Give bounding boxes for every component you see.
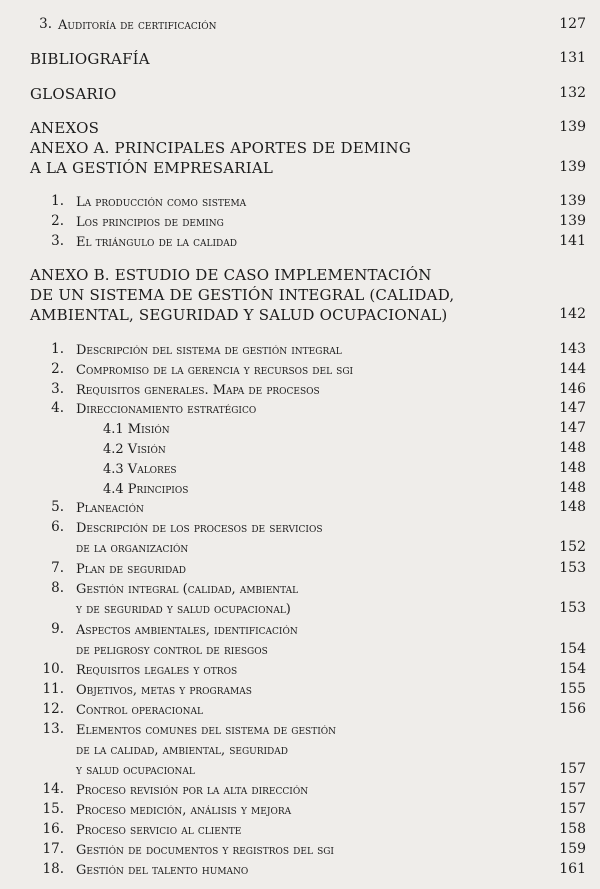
toc-entry-label: Objetivos, metas y programas [76,683,252,698]
toc-num: 3. [51,381,64,397]
toc-num: 13. [42,721,64,737]
toc-entry-label: Descripción del sistema de gestión integral [76,343,342,358]
toc-page-number: 148 [559,460,586,476]
toc-num: 3. [39,16,52,32]
toc-page-number: 127 [559,16,586,32]
toc-entry-label: Aspectos ambientales, identificación [76,623,298,638]
toc-entry-label: Los principios de deming [76,215,224,230]
toc-page-number: 131 [559,50,586,66]
toc-num: 4. [51,400,64,416]
toc-num: 7. [51,560,64,576]
toc-entry-label: Control operacional [76,703,203,718]
toc-num: 9. [51,621,64,637]
toc-page-number: 158 [559,821,586,837]
anexo-b-heading-line3: AMBIENTAL, SEGURIDAD Y SALUD OCUPACIONAL) [30,306,448,324]
toc-page-number: 153 [559,560,586,576]
toc-entry-label-cont: y salud ocupacional [76,763,195,778]
anexo-a-heading-line1: ANEXO A. PRINCIPALES APORTES DE DEMING [30,139,412,157]
toc-num: 15. [42,801,64,817]
toc-entry-label: Elementos comunes del sistema de gestión [76,723,337,738]
toc-page-number: 157 [559,801,586,817]
toc-page-number: 148 [559,499,586,515]
toc-page-number: 156 [559,701,586,717]
anexos-heading: ANEXOS [30,119,100,137]
toc-subentry-label: 4.4 Principios [103,482,189,497]
toc-entry-label: Proceso medición, análisis y mejora [76,803,292,818]
toc-page-number: 157 [559,781,586,797]
toc-page-number: 148 [559,480,586,496]
toc-num: 12. [42,701,64,717]
toc-num: 1. [51,341,64,357]
toc-entry-label: Gestión de documentos y registros del sgi [76,843,334,858]
toc-page-number: 152 [559,539,586,555]
toc-page-number: 132 [559,85,586,101]
toc-page-number: 139 [559,193,586,209]
toc-page-number: 154 [559,641,586,657]
toc-entry-label: Compromiso de la gerencia y recursos del sgi [76,363,354,378]
toc-entry-label: Plan de seguridad [76,562,186,577]
toc-num: 8. [51,580,64,596]
toc-num: 11. [42,681,64,697]
toc-entry-label: Gestión integral (calidad, ambiental [76,582,299,597]
toc-entry-label: Proceso servicio al cliente [76,823,242,838]
toc-page-number: 141 [559,233,586,249]
toc-num: 2. [51,361,64,377]
toc-num: 10. [42,661,64,677]
anexo-a-heading-line2: A LA GESTIÓN EMPRESARIAL [30,159,274,177]
toc-page-number: 139 [559,159,586,175]
toc-entry-label: Gestión del talento humano [76,863,249,878]
toc-entry-label-cont: de la calidad, ambiental, seguridad [76,743,288,758]
toc-num: 17. [42,841,64,857]
glosario-heading: GLOSARIO [30,85,117,103]
toc-page-number: 154 [559,661,586,677]
anexo-b-heading-line2: DE UN SISTEMA DE GESTIÓN INTEGRAL (CALIDAD, [30,286,455,304]
toc-entry-label: Planeación [76,501,144,516]
toc-entry-label-cont: y de seguridad y salud ocupacional) [76,602,291,617]
toc-page-number: 147 [559,400,586,416]
toc-entry-label: Descripción de los procesos de servicios [76,521,323,536]
toc-page-number: 142 [559,306,586,322]
toc-page-number: 139 [559,119,586,135]
toc-num: 18. [42,861,64,877]
toc-page-number: 159 [559,841,586,857]
toc-num: 6. [51,519,64,535]
toc-entry-label: El triángulo de la calidad [76,235,237,250]
toc-entry-label-cont: de peligrosy control de riesgos [76,643,268,658]
toc-page-number: 147 [559,420,586,436]
toc-entry-label: La producción como sistema [76,195,247,210]
toc-page-number: 146 [559,381,586,397]
toc-num: 2. [51,213,64,229]
toc-entry-label: Auditoría de certificación [58,18,217,33]
toc-entry-label: Direccionamiento estratégico [76,402,257,417]
toc-entry-label: Proceso revisión por la alta dirección [76,783,309,798]
toc-num: 3. [51,233,64,249]
toc-page-number: 153 [559,600,586,616]
toc-page-number: 148 [559,440,586,456]
toc-page-number: 143 [559,341,586,357]
toc-subentry-label: 4.2 Visión [103,442,166,457]
anexo-b-heading-line1: ANEXO B. ESTUDIO DE CASO IMPLEMENTACIÓN [30,266,432,284]
toc-subentry-label: 4.3 Valores [103,462,177,477]
toc-page-number: 161 [559,861,586,877]
toc-entry-label-cont: de la organización [76,541,189,556]
bibliografia-heading: BIBLIOGRAFÍA [30,50,150,68]
toc-page-number: 144 [559,361,586,377]
toc-num: 1. [51,193,64,209]
toc-entry-label: Requisitos generales. Mapa de procesos [76,383,320,398]
toc-subentry-label: 4.1 Misión [103,422,170,437]
toc-entry-label: Requisitos legales y otros [76,663,238,678]
toc-num: 5. [51,499,64,515]
toc-num: 16. [42,821,64,837]
toc-num: 14. [42,781,64,797]
toc-page-number: 157 [559,761,586,777]
toc-page-number: 155 [559,681,586,697]
toc-page-number: 139 [559,213,586,229]
